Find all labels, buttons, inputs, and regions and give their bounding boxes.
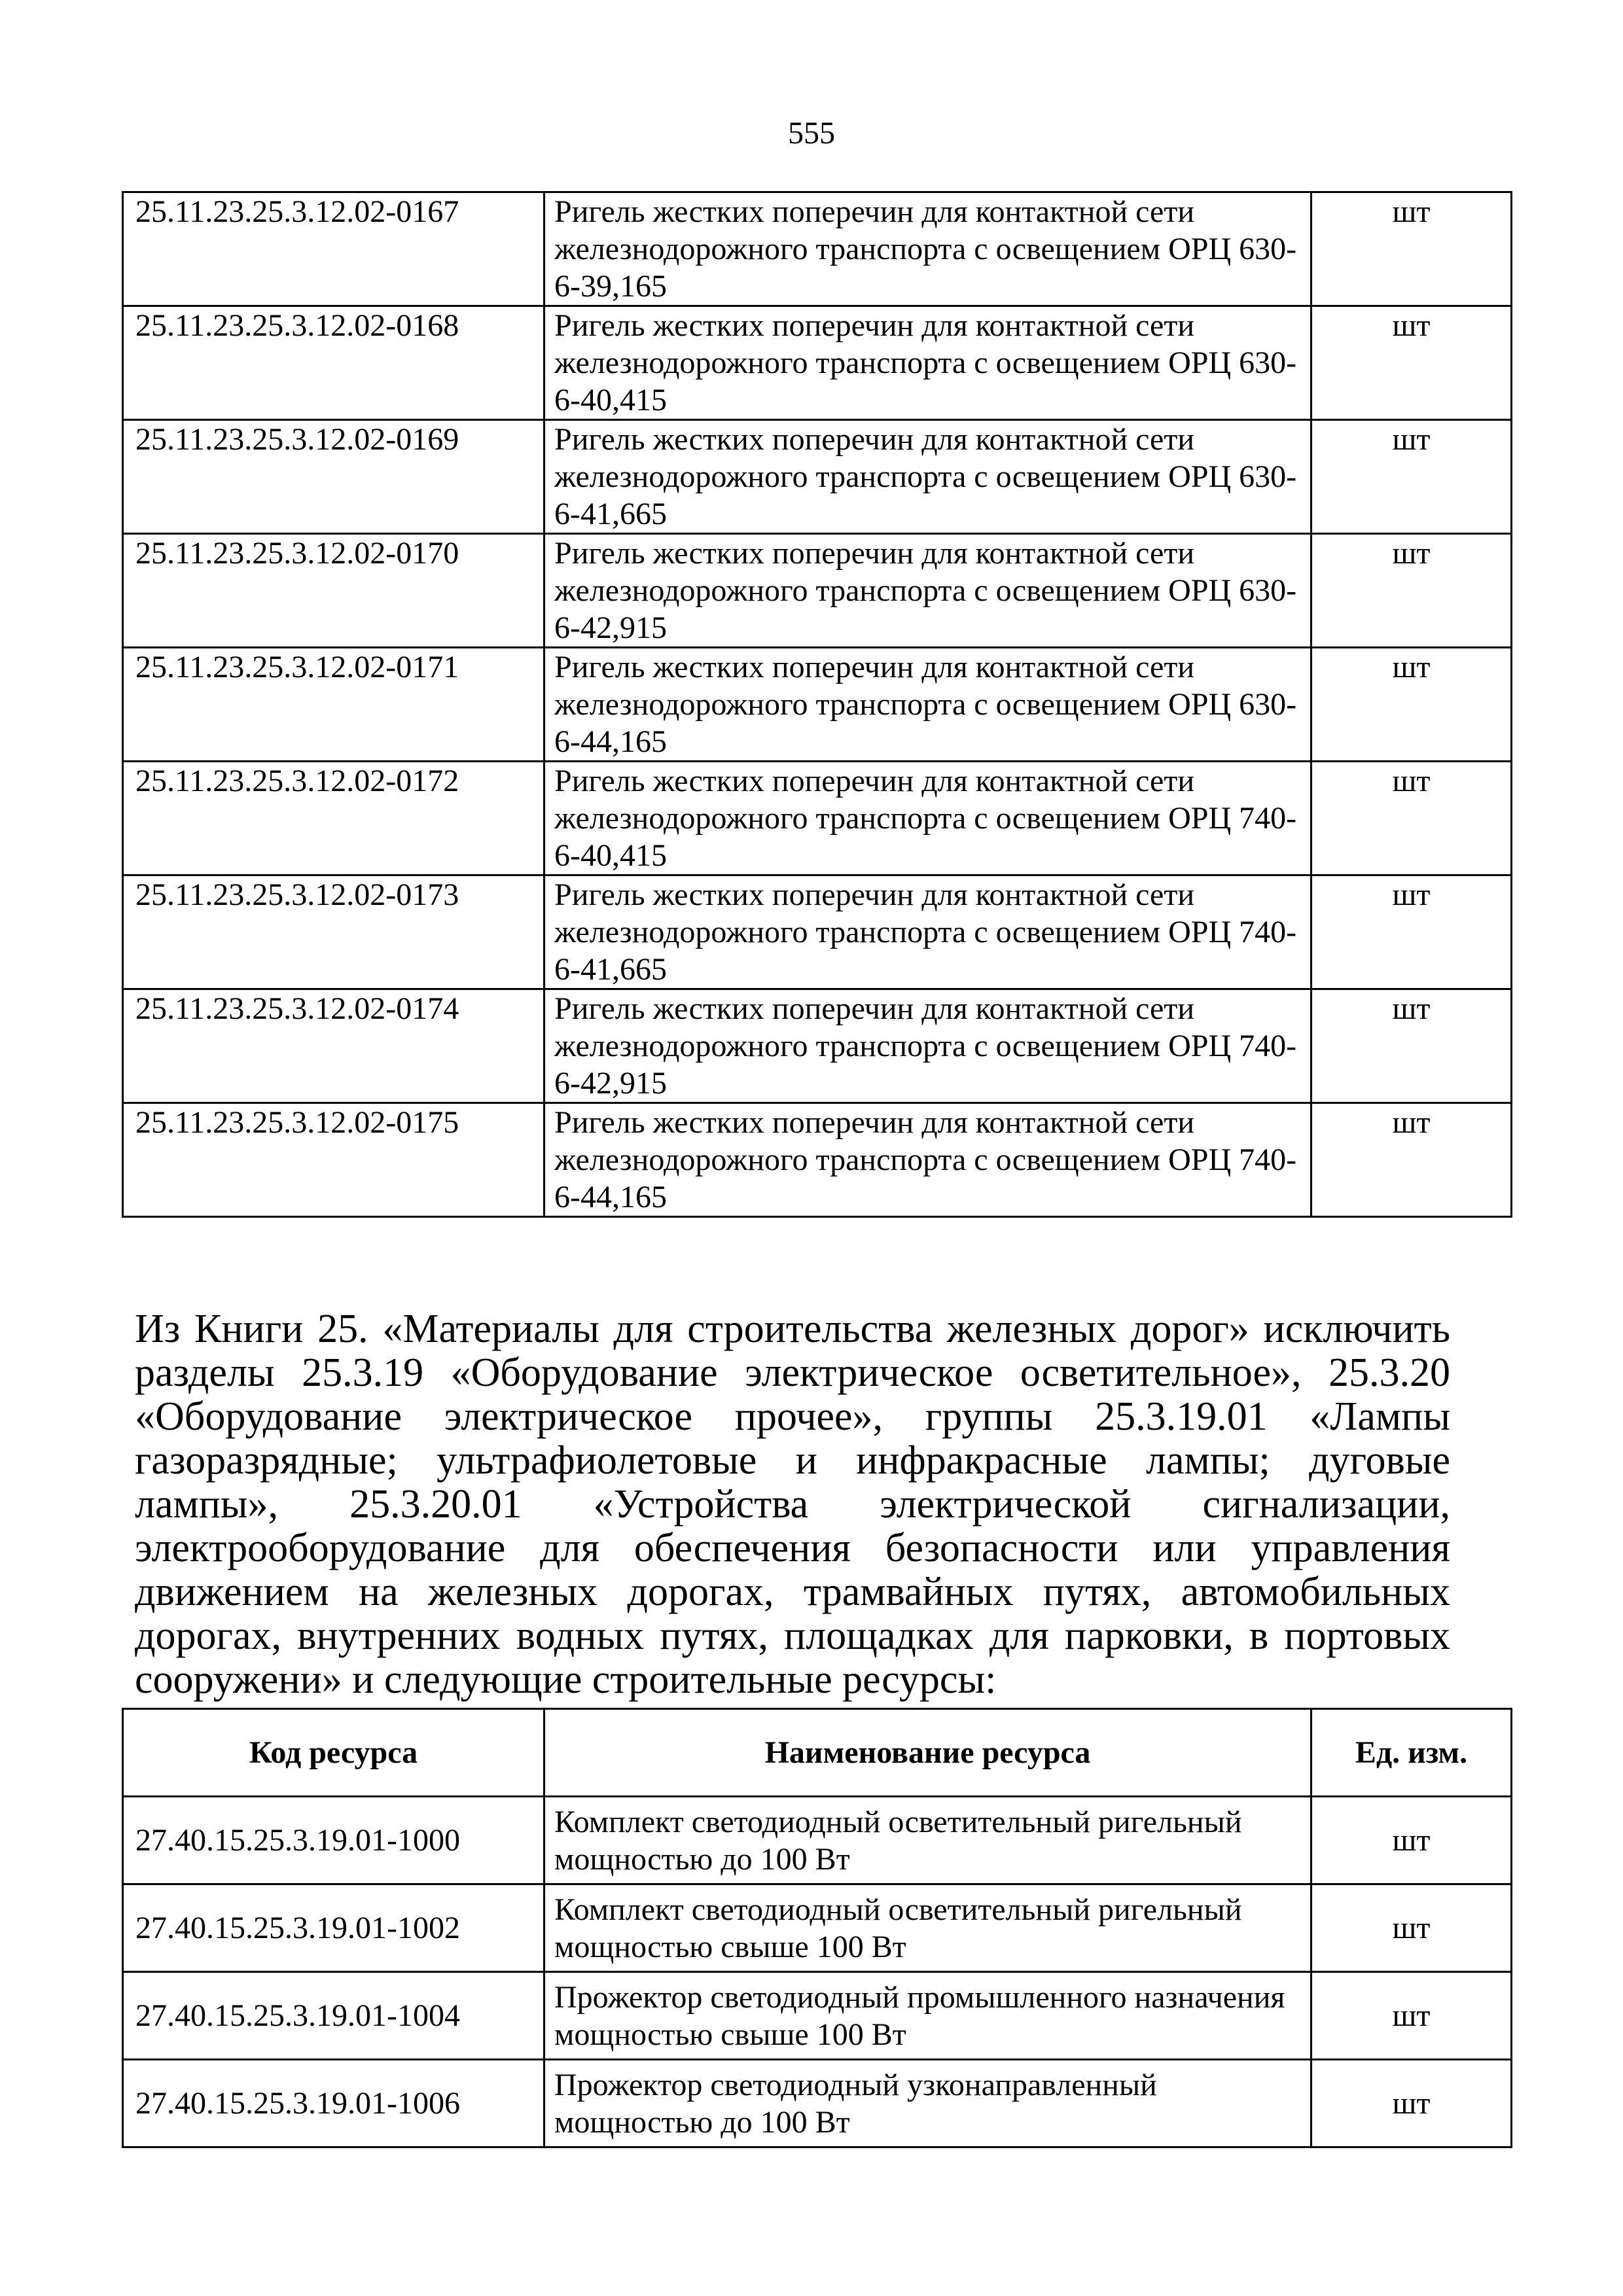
resource-code: 27.40.15.25.3.19.01-1006: [123, 2060, 544, 2147]
resource-unit: шт: [1311, 1797, 1512, 1884]
resource-name: Ригель жестких поперечин для контактной сети железнодорожного транспорта с освещением ОРЦ 740-6-40,415: [544, 762, 1311, 875]
table-header-row: [123, 1709, 1512, 1797]
page-number: 555: [788, 116, 835, 150]
header-unit: Ед. изм.: [1311, 1709, 1512, 1797]
resource-code: 25.11.23.25.3.12.02-0174: [123, 989, 544, 1103]
resource-unit: шт: [1311, 2060, 1512, 2147]
resource-name: Ригель жестких поперечин для контактной сети железнодорожного транспорта с освещением ОРЦ 630-6-40,415: [544, 306, 1311, 420]
resources-table-continued: [122, 191, 1512, 1218]
table-row: [123, 1797, 1512, 1884]
resource-name: Ригель жестких поперечин для контактной сети железнодорожного транспорта с освещением ОРЦ 630-6-42,915: [544, 534, 1311, 648]
resource-code: 25.11.23.25.3.12.02-0171: [123, 648, 544, 762]
resource-unit: шт: [1311, 420, 1512, 534]
resource-name: Комплект светодиодный осветительный ригельный мощностью до 100 Вт: [544, 1797, 1311, 1884]
resource-unit: шт: [1311, 306, 1512, 420]
resource-code: 25.11.23.25.3.12.02-0173: [123, 875, 544, 989]
resource-unit: шт: [1311, 1972, 1512, 2060]
resource-code: 25.11.23.25.3.12.02-0169: [123, 420, 544, 534]
resource-code: 27.40.15.25.3.19.01-1000: [123, 1797, 544, 1884]
resource-code: 25.11.23.25.3.12.02-0175: [123, 1103, 544, 1217]
exclusion-paragraph: Из Книги 25. «Материалы для строительства железных дорог» исключить разделы 25.3.19 «Оборудование электрическое осветительное», 25.3.20 «Оборудование электрическое прочее», группы 25.3.19.01 «Лампы газоразрядные; ультрафиолетовые и инфракрасные лампы; дуговые лампы», 25.3.20.01 «Устройства электрической сигнализации, электрооборудование для обеспечения безопасности или управления движением на железных дорогах, трамвайных путях, автомобильных дорогах, внутренних водных путях, площадках для парковки, в портовых сооружени» и следующие строительные ресурсы:: [135, 1307, 1450, 1702]
resource-name: Ригель жестких поперечин для контактной сети железнодорожного транспорта с освещением ОРЦ 630-6-39,165: [544, 192, 1311, 306]
resource-unit: шт: [1311, 875, 1512, 989]
resource-unit: шт: [1311, 762, 1512, 875]
resource-unit: шт: [1311, 648, 1512, 762]
table-row: [123, 1972, 1512, 2060]
resource-name: Ригель жестких поперечин для контактной сети железнодорожного транспорта с освещением ОРЦ 630-6-44,165: [544, 648, 1311, 762]
table-row: [123, 1884, 1512, 1972]
resource-code: 25.11.23.25.3.12.02-0168: [123, 306, 544, 420]
resource-name: Ригель жестких поперечин для контактной сети железнодорожного транспорта с освещением ОРЦ 740-6-44,165: [544, 1103, 1311, 1217]
table-row: [123, 1103, 1512, 1217]
header-resource-name: Наименование ресурса: [544, 1709, 1311, 1797]
resource-unit: шт: [1311, 989, 1512, 1103]
resource-name: Ригель жестких поперечин для контактной сети железнодорожного транспорта с освещением ОРЦ 740-6-41,665: [544, 875, 1311, 989]
table-row: [123, 2060, 1512, 2147]
table-row: [123, 420, 1512, 534]
resource-unit: шт: [1311, 534, 1512, 648]
resource-code: 27.40.15.25.3.19.01-1002: [123, 1884, 544, 1972]
header-resource-code: Код ресурса: [123, 1709, 544, 1797]
table-row: [123, 875, 1512, 989]
table-row: [123, 534, 1512, 648]
resource-name: Ригель жестких поперечин для контактной сети железнодорожного транспорта с освещением ОРЦ 630-6-41,665: [544, 420, 1311, 534]
resource-code: 25.11.23.25.3.12.02-0172: [123, 762, 544, 875]
table-row: [123, 648, 1512, 762]
resource-name: Комплект светодиодный осветительный ригельный мощностью свыше 100 Вт: [544, 1884, 1311, 1972]
resource-name: Прожектор светодиодный узконаправленный мощностью до 100 Вт: [544, 2060, 1311, 2147]
resource-name: Ригель жестких поперечин для контактной сети железнодорожного транспорта с освещением ОРЦ 740-6-42,915: [544, 989, 1311, 1103]
resource-code: 25.11.23.25.3.12.02-0170: [123, 534, 544, 648]
table-row: [123, 192, 1512, 306]
resource-unit: шт: [1311, 1884, 1512, 1972]
resource-name: Прожектор светодиодный промышленного назначения мощностью свыше 100 Вт: [544, 1972, 1311, 2060]
resource-code: 27.40.15.25.3.19.01-1004: [123, 1972, 544, 2060]
resource-code: 25.11.23.25.3.12.02-0167: [123, 192, 544, 306]
excluded-resources-table: [122, 1708, 1512, 2148]
table-row: [123, 306, 1512, 420]
resource-unit: шт: [1311, 1103, 1512, 1217]
table-row: [123, 989, 1512, 1103]
table-row: [123, 762, 1512, 875]
resource-unit: шт: [1311, 192, 1512, 306]
